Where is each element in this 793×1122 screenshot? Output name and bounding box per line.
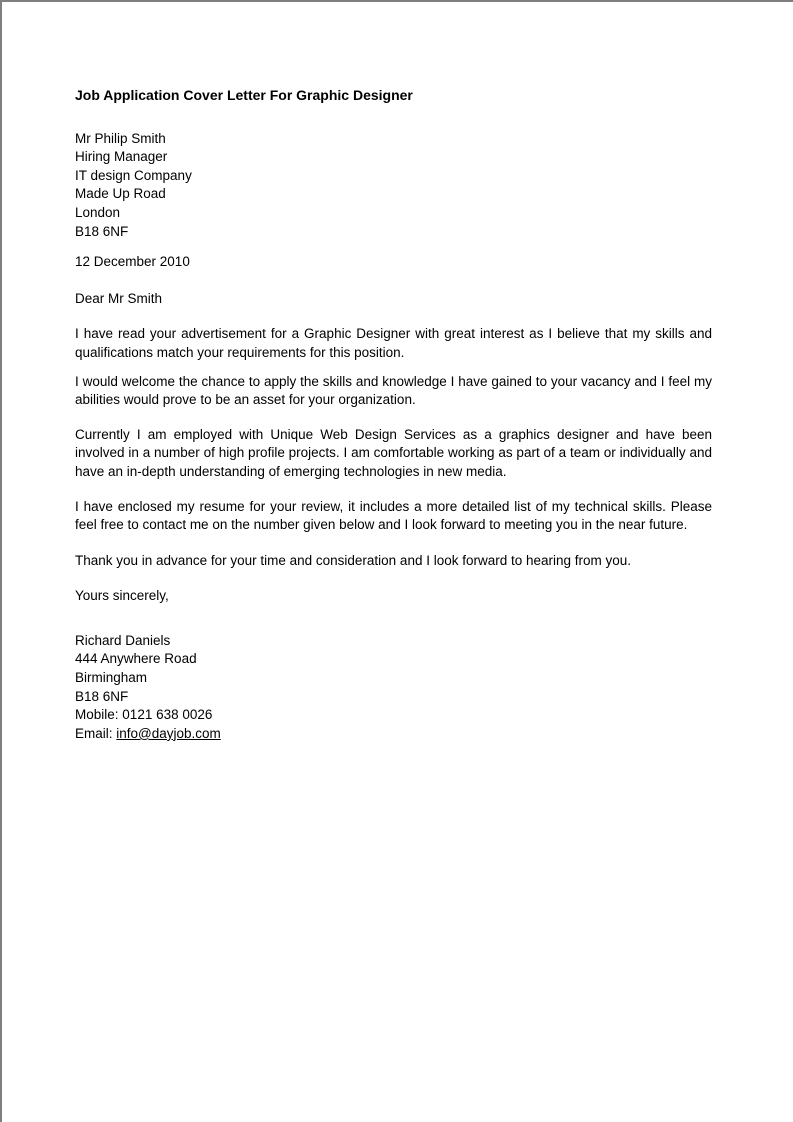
email-label: Email: bbox=[75, 725, 113, 741]
sender-mobile-line bbox=[75, 706, 712, 725]
paragraph-thanks: Thank you in advance for your time and consideration and I look forward to hearing from you. bbox=[75, 552, 632, 568]
salutation: Dear Mr Smith bbox=[75, 290, 163, 306]
recipient-street: Made Up Road bbox=[75, 186, 166, 202]
sender-city: Birmingham bbox=[75, 670, 148, 686]
recipient-company: IT design Company bbox=[75, 167, 192, 183]
sender-signature-block bbox=[75, 632, 712, 744]
letter-date: 12 December 2010 bbox=[75, 254, 190, 270]
recipient-name: Mr Philip Smith bbox=[75, 130, 166, 146]
recipient-address-block bbox=[75, 130, 712, 242]
sender-street: 444 Anywhere Road bbox=[75, 651, 197, 667]
sender-postcode: B18 6NF bbox=[75, 688, 129, 704]
letter-body bbox=[2, 2, 793, 743]
recipient-postcode: B18 6NF bbox=[75, 223, 129, 239]
letter-title: Job Application Cover Letter For Graphic Designer bbox=[75, 87, 413, 103]
sender-email-line bbox=[75, 725, 712, 744]
paragraph-experience: Currently I am employed with Unique Web Design Services as a graphics designer and have been involved in a number of high profile projects. I am comfortable working as part of a team or individually and have an in-depth understanding of emerging technologies in new media. bbox=[75, 426, 712, 479]
paragraph-motivation: I would welcome the chance to apply the skills and knowledge I have gained to your vacancy and I feel my abilities would prove to be an asset for your organization. bbox=[75, 373, 712, 408]
closing: Yours sincerely, bbox=[75, 588, 169, 604]
email-link[interactable]: info@dayjob.com bbox=[116, 725, 221, 741]
recipient-job-title: Hiring Manager bbox=[75, 149, 168, 165]
recipient-city: London bbox=[75, 204, 121, 220]
mobile-number: 0121 638 0026 bbox=[122, 707, 213, 723]
mobile-label: Mobile: bbox=[75, 707, 119, 723]
paragraph-introduction: I have read your advertisement for a Graphic Designer with great interest as I believe that my skills and qualifications match your requirements for this position. bbox=[75, 326, 712, 360]
paragraph-resume: I have enclosed my resume for your review, it includes a more detailed list of my technical skills. Please feel free to contact me on the number given below and I look forward to meeting you in the near future. bbox=[75, 498, 712, 533]
sender-name: Richard Daniels bbox=[75, 632, 171, 648]
